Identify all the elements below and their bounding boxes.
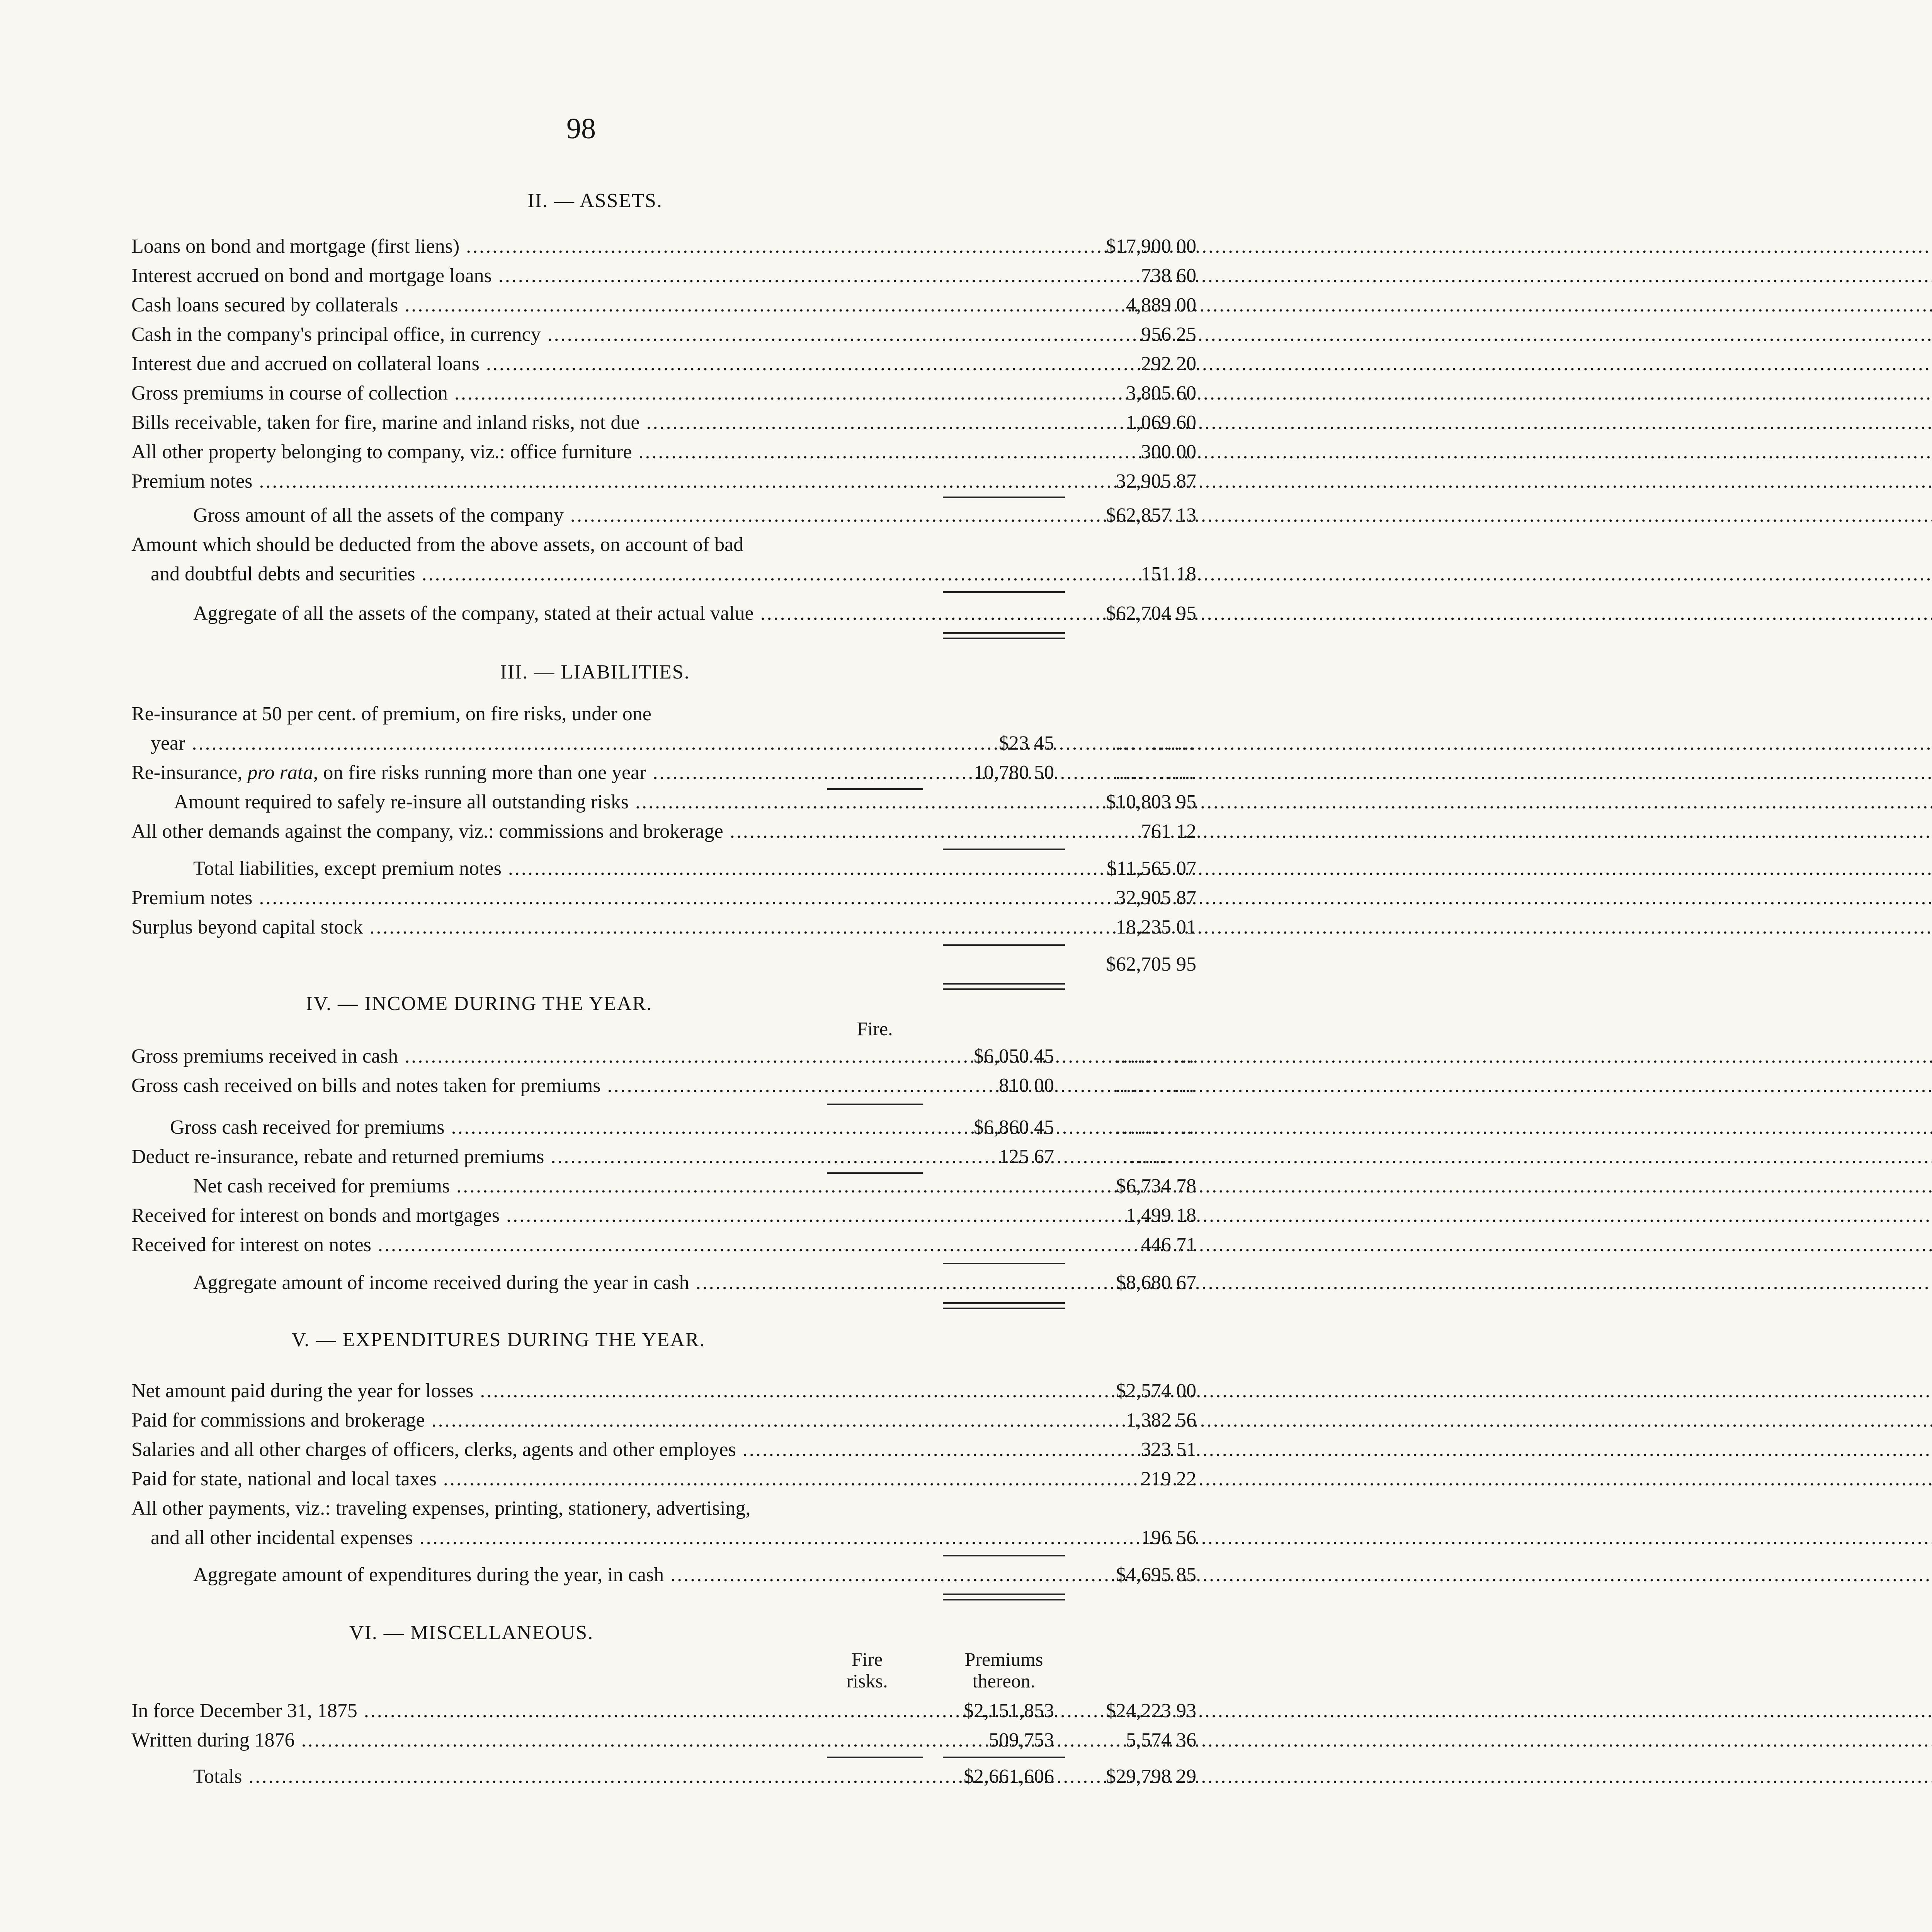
income-col-fire: Fire. bbox=[857, 1018, 893, 1039]
misc-col-premiums: Premiums thereon. bbox=[964, 1648, 1043, 1692]
subtotal-rule bbox=[943, 849, 1065, 850]
subtotal-rule bbox=[827, 788, 923, 790]
subtotal-rule bbox=[827, 1757, 923, 1758]
miscellaneous-title: VI. — MISCELLANEOUS. bbox=[349, 1622, 594, 1644]
subtotal-rule bbox=[827, 1104, 923, 1105]
page-number: 98 bbox=[566, 112, 596, 145]
total-double-rule bbox=[943, 632, 1065, 639]
total-double-rule bbox=[943, 1594, 1065, 1600]
total-double-rule bbox=[943, 1302, 1065, 1309]
assets-title: II. — ASSETS. bbox=[527, 190, 663, 212]
total-double-rule bbox=[943, 983, 1065, 990]
liabilities-title: III. — LIABILITIES. bbox=[500, 661, 690, 683]
subtotal-rule bbox=[943, 944, 1065, 946]
income-title: IV. — INCOME DURING THE YEAR. bbox=[306, 993, 653, 1015]
expenditures-title: V. — EXPENDITURES DURING THE YEAR. bbox=[291, 1329, 706, 1351]
subtotal-rule bbox=[827, 1172, 923, 1174]
subtotal-rule bbox=[943, 591, 1065, 593]
subtotal-rule bbox=[943, 497, 1065, 498]
subtotal-rule bbox=[943, 1757, 1065, 1758]
subtotal-rule bbox=[943, 1555, 1065, 1556]
subtotal-rule bbox=[943, 1263, 1065, 1264]
misc-col-fire-risks: Fire risks. bbox=[846, 1648, 888, 1692]
